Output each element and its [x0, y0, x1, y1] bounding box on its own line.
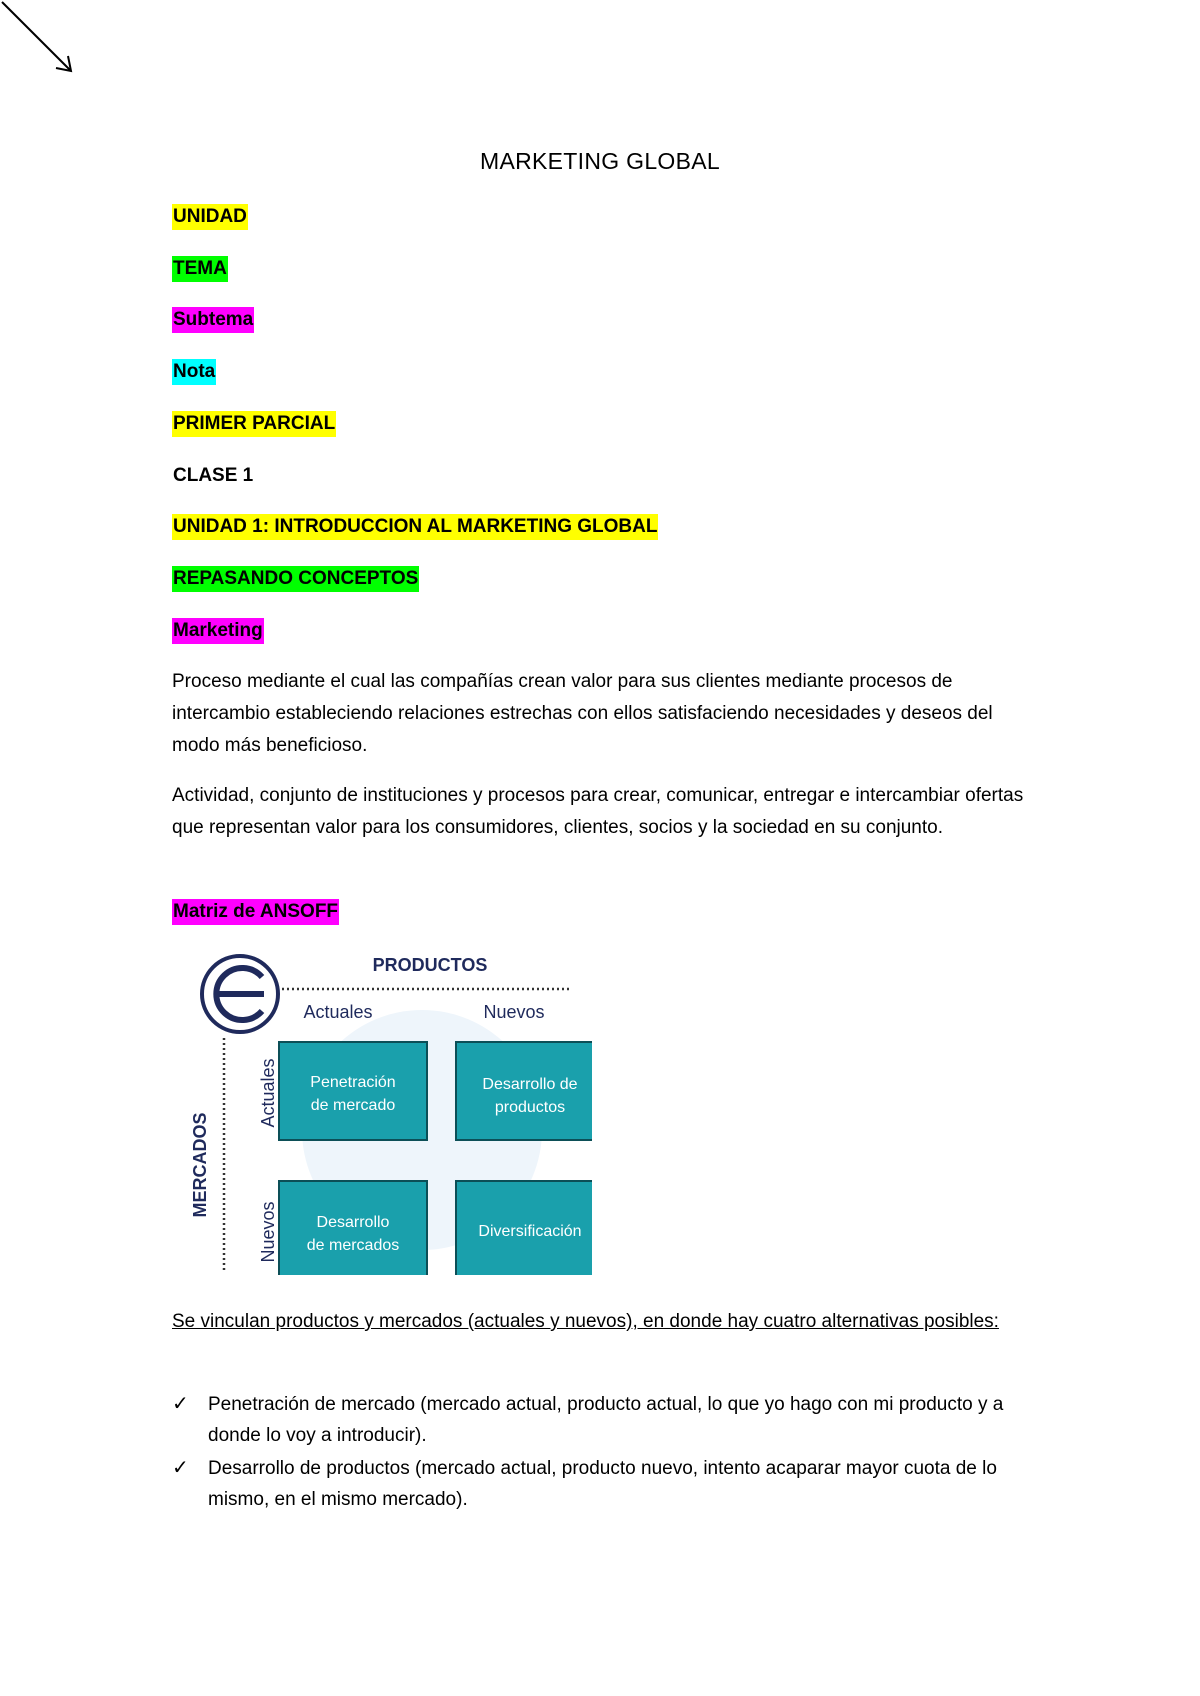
paragraph-definition-1: Proceso mediante el cual las compañías crean valor para sus clientes mediante procesos de intercambio estableciendo relaciones estrechas con ellos satisfaciendo necesidades y deseos del modo más beneficioso. [172, 671, 993, 756]
quadrant-text-line: Diversificación [478, 1223, 582, 1240]
row-label-current: Actuales [258, 1058, 278, 1128]
quadrant-diversification [456, 1181, 592, 1275]
quadrant-market-penetration [279, 1042, 427, 1140]
check-icon: ✓ [172, 1393, 189, 1415]
quadrant-text-line: de mercado [310, 1097, 396, 1114]
document-title: MARKETING GLOBAL [480, 148, 720, 174]
parcial-heading: PRIMER PARCIAL [172, 411, 336, 437]
logo-icon [202, 956, 278, 1032]
arrow-icon [0, 0, 80, 80]
legend-subtema: Subtema [172, 307, 254, 333]
clase-heading: CLASE 1 [173, 465, 254, 486]
check-icon: ✓ [172, 1457, 189, 1479]
unit-heading: UNIDAD 1: INTRODUCCION AL MARKETING GLOBAL [172, 514, 658, 540]
list-item-text: Desarrollo de productos (mercado actual, producto nuevo, intento acaparar mayor cuota de lo mismo, en el mismo mercado). [208, 1458, 997, 1510]
alternatives-list [172, 1389, 1032, 1517]
list-item [172, 1453, 1032, 1515]
legend-unidad: UNIDAD [172, 204, 248, 230]
ansoff-matrix [172, 945, 592, 1275]
legend-tema: TEMA [172, 256, 228, 282]
quadrant-text-line: Desarrollo de [482, 1076, 578, 1093]
markets-axis-label: MERCADOS [190, 1112, 210, 1218]
topic-heading: REPASANDO CONCEPTOS [172, 566, 419, 592]
quadrant-text-line: Penetración [310, 1074, 396, 1091]
list-item [172, 1389, 1032, 1451]
subtopic-marketing: Marketing [172, 618, 264, 644]
products-axis-label: PRODUCTOS [372, 955, 488, 975]
quadrant-market-development [279, 1181, 427, 1275]
paragraph-definition-2: Actividad, conjunto de instituciones y procesos para crear, comunicar, entregar e intercambiar ofertas que representan valor para los consumidores, clientes, socios y la sociedad en su conjunto. [172, 785, 1024, 838]
row-label-new: Nuevos [258, 1201, 278, 1263]
quadrant-product-development [456, 1042, 592, 1140]
quadrant-text-line: productos [494, 1099, 566, 1116]
column-label-new: Nuevos [483, 1002, 545, 1022]
quadrant-text-line: Desarrollo [316, 1214, 390, 1231]
quadrant-text-line: de mercados [306, 1237, 400, 1254]
ansoff-description: Se vinculan productos y mercados (actuales y nuevos), en donde hay cuatro alternativas posibles: [172, 1311, 999, 1332]
column-label-current: Actuales [303, 1002, 373, 1022]
list-item-text: Penetración de mercado (mercado actual, producto actual, lo que yo hago con mi producto y a donde lo voy a introducir). [208, 1394, 1004, 1446]
legend-nota: Nota [172, 359, 216, 385]
subtopic-ansoff: Matriz de ANSOFF [172, 899, 339, 925]
